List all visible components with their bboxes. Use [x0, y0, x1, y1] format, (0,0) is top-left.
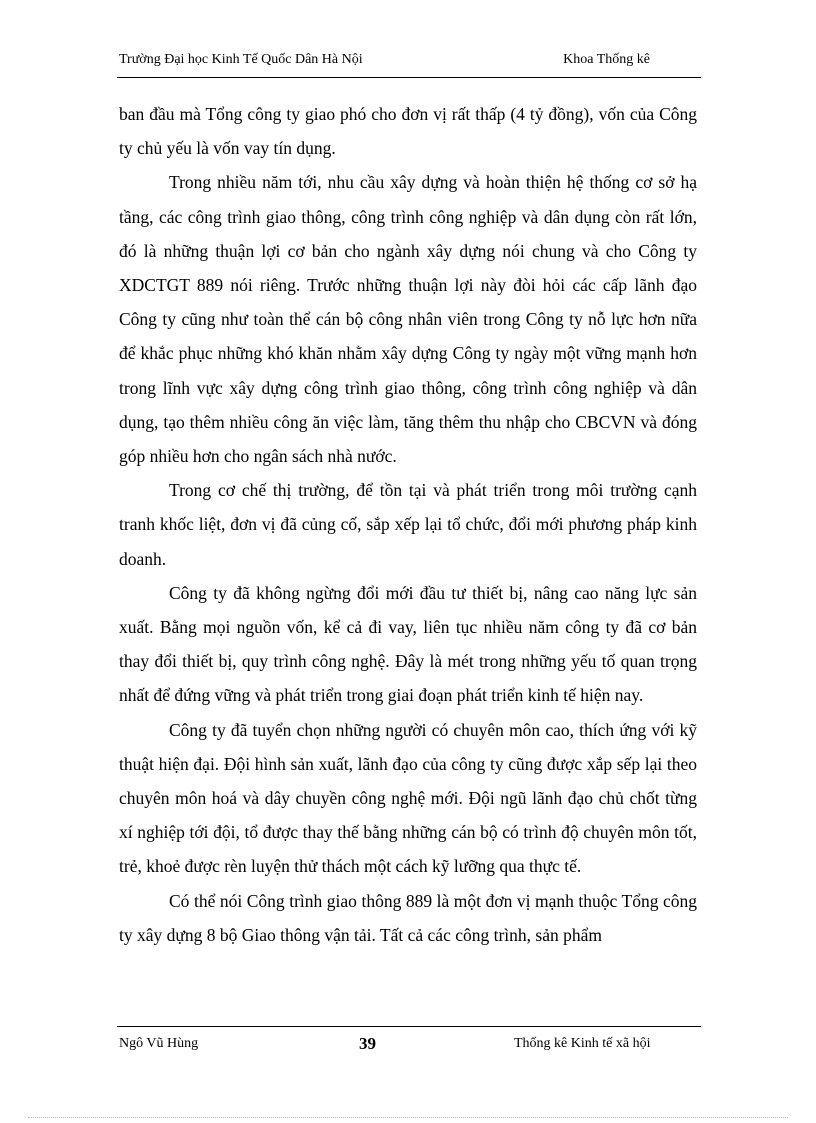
paragraph: Công ty đã không ngừng đổi mới đầu tư thiết bị, nâng cao năng lực sản xuất. Bằng mọi nguồn vốn, kể cả đi vay, liên tục nhiều năm công ty đã cơ bản thay đổi thiết bị, quy trình công nghệ. Đây là mét trong những yếu tố quan trọng nhất để đứng vững và phát triển trong giai đoạn phát triển kinh tế hiện nay. — [119, 582, 697, 706]
paragraph: Trong cơ chế thị trường, để tồn tại và phát triển trong môi trường cạnh tranh khốc liệt, đơn vị đã củng cố, sắp xếp lại tổ chức, đổi mới phương pháp kinh doanh. — [119, 480, 697, 569]
footer-author: Ngô Vũ Hùng — [119, 1036, 199, 1051]
header-divider — [117, 77, 701, 78]
paragraph: Trong nhiều năm tới, nhu cầu xây dựng và hoàn thiện hệ thống cơ sở hạ tầng, các công trình giao thông, công trình công nghiệp và dân dụng còn rất lớn, đó là những thuận lợi cơ bản cho ngành xây dựng nói chung và cho Công ty XDCTGT 889 nói riêng. Trước những thuận lợi này đòi hỏi các cấp lãnh đạo Công ty cũng như toàn thể cán bộ công nhân viên trong Công ty nỗ lực hơn nữa để khắc phục những khó khăn nhằm xây dựng Công ty ngày một vững mạnh hơn trong lĩnh vực xây dựng công trình giao thông, công trình công nghiệp và dân dụng, tạo thêm nhiều công ăn việc làm, tăng thêm thu nhập cho CBCVN và đóng góp nhiều hơn cho ngân sách nhà nước. — [119, 172, 697, 467]
paragraph: Công ty đã tuyển chọn những người có chuyên môn cao, thích ứng với kỹ thuật hiện đại. Đội hình sản xuất, lãnh đạo của công ty cũng được xắp sếp lại theo chuyên môn hoá và dây chuyền công nghệ mới. Đội ngũ lãnh đạo chủ chốt từng xí nghiệp tới đội, tổ được thay thế bằng những cán bộ có trình độ chuyên môn tốt, trẻ, khoẻ được rèn luyện thử thách một cách kỹ lưỡng qua thực tế. — [119, 719, 697, 877]
header-faculty: Khoa Thống kê — [563, 52, 650, 67]
page-footer — [119, 1034, 659, 1056]
document-body — [119, 97, 697, 952]
page-edge-divider — [28, 1117, 788, 1118]
page-number: 39 — [359, 1034, 376, 1053]
footer-divider — [117, 1026, 701, 1027]
paragraph-continuation: ban đầu mà Tổng công ty giao phó cho đơn vị rất thấp (4 tỷ đồng), vốn của Công ty chủ yếu là vốn vay tín dụng. — [119, 104, 697, 159]
footer-department: Thống kê Kinh tế xã hội — [514, 1036, 651, 1051]
page-header — [119, 52, 650, 72]
header-university: Trường Đại học Kinh Tế Quốc Dân Hà Nội — [119, 52, 363, 67]
paragraph: Có thể nói Công trình giao thông 889 là một đơn vị mạnh thuộc Tổng công ty xây dựng 8 bộ Giao thông vận tải. Tất cả các công trình, sản phẩm — [119, 890, 697, 945]
